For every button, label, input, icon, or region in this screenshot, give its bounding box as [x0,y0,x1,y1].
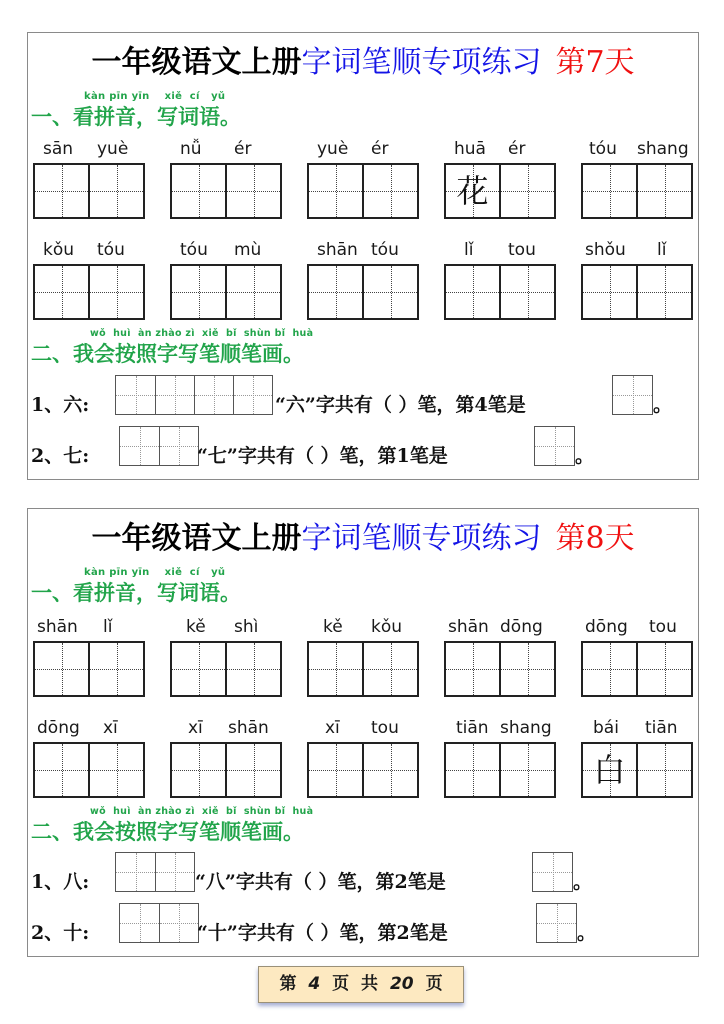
char-cell[interactable] [35,165,88,217]
pinyin-1: nǚ [180,139,202,159]
char-cell[interactable] [446,165,499,217]
char-cell[interactable] [35,643,88,695]
char-cell[interactable] [499,165,554,217]
section2-pinyin: wǒ huì àn zhào zì xiě bǐ shùn bǐ huà [90,806,314,817]
pinyin-1: shān [37,617,78,637]
pinyin-1: shān [448,617,489,637]
section1-heading: 一、看拼音，写词语。 [31,104,241,129]
title-grade: 一年级语文上册 [91,45,302,80]
char-cell[interactable] [362,744,417,796]
writing-grid[interactable] [581,742,693,798]
title-topic: 字词笔顺专项练习 [301,521,542,556]
char-cell[interactable] [583,744,636,796]
question-label: 1、六: [31,394,90,416]
pinyin-2: tóu [371,240,399,260]
pinyin-1: shān [317,240,358,260]
char-cell[interactable] [88,165,143,217]
stroke-cell[interactable] [537,904,576,942]
writing-grid[interactable] [444,163,556,219]
stroke-order-grid[interactable] [119,426,199,466]
worksheet-day-7 [27,32,699,480]
pinyin-1: huā [454,139,486,159]
char-cell[interactable] [35,744,88,796]
pinyin-2: xī [103,718,118,738]
pinyin-2: ér [371,139,389,159]
stroke-cell[interactable] [159,427,198,465]
stroke-cell[interactable] [159,904,198,942]
stroke-cell[interactable] [116,853,155,891]
page-indicator: 第 4 页 共 20 页 [258,966,464,1003]
char-cell[interactable] [88,744,143,796]
section2-pinyin: wǒ huì àn zhào zì xiě bǐ shùn bǐ huà [90,328,314,339]
stroke-question-2: 2、七: “七”字共有（ ）笔，第1笔是 。 [31,423,691,469]
pinyin-2: lǐ [103,617,113,637]
pinyin-2: shì [234,617,259,637]
worksheet-day-8 [27,508,699,957]
pinyin-1: dōng [37,718,80,738]
answer-stroke-box[interactable] [612,375,653,415]
char-cell[interactable] [636,165,691,217]
stroke-cell[interactable] [613,376,652,414]
writing-grid[interactable] [33,641,145,697]
stroke-cell[interactable] [155,853,194,891]
char-cell[interactable] [583,165,636,217]
char-cell[interactable] [225,744,280,796]
worksheet-title [28,519,698,559]
title-day: 第8天 [555,521,635,556]
pinyin-2: tou [371,718,399,738]
stroke-cell[interactable] [155,376,194,414]
char-cell[interactable] [499,266,554,318]
stroke-order-grid[interactable] [115,375,273,415]
char-cell[interactable] [636,744,691,796]
pinyin-2: tóu [97,240,125,260]
char-cell[interactable] [172,266,225,318]
pinyin-1: kě [186,617,206,637]
pinyin-2: ér [508,139,526,159]
writing-grid[interactable] [581,641,693,697]
stroke-question-1: 1、八: “八”字共有（ ）笔，第2笔是 。 [31,849,691,895]
writing-grid[interactable] [170,742,282,798]
question-text: “十”字共有（ ）笔，第2笔是 [197,922,448,944]
pinyin-2: shang [500,718,552,738]
char-cell[interactable] [309,165,362,217]
pinyin-2: yuè [97,139,129,159]
section1-pinyin: kàn pīn yīn xiě cí yǔ [84,91,226,102]
pinyin-2: shān [228,718,269,738]
char-cell[interactable] [499,643,554,695]
stroke-cell[interactable] [120,904,159,942]
writing-grid[interactable] [33,742,145,798]
question-label: 2、七: [31,445,90,467]
pinyin-1: lǐ [464,240,474,260]
pinyin-2: tiān [645,718,678,738]
char-cell[interactable] [309,643,362,695]
stroke-cell[interactable] [533,853,572,891]
char-cell[interactable] [636,266,691,318]
writing-grid[interactable] [444,641,556,697]
answer-stroke-box[interactable] [536,903,577,943]
char-cell[interactable] [583,266,636,318]
pinyin-1: xī [325,718,340,738]
char-cell[interactable] [35,266,88,318]
pinyin-1: dōng [585,617,628,637]
answer-stroke-box[interactable] [532,852,573,892]
stroke-cell[interactable] [120,427,159,465]
pinyin-2: kǒu [371,617,403,637]
char-cell[interactable] [88,266,143,318]
stroke-cell[interactable] [194,376,233,414]
question-text: “七”字共有（ ）笔，第1笔是 [197,445,448,467]
pinyin-2: tou [508,240,536,260]
writing-grid[interactable] [170,641,282,697]
char-cell[interactable] [172,643,225,695]
writing-grid[interactable] [307,742,419,798]
pinyin-2: shang [637,139,689,159]
pinyin-1: sān [43,139,74,159]
pinyin-2: mù [234,240,262,260]
question-text: “六”字共有（ ）笔，第4笔是 [275,394,526,416]
stroke-order-grid[interactable] [115,852,195,892]
question-label: 1、八: [31,871,90,893]
stroke-question-2: 2、十: “十”字共有（ ）笔，第2笔是 。 [31,900,691,946]
pinyin-2: ér [234,139,252,159]
char-cell[interactable] [88,643,143,695]
char-cell[interactable] [583,643,636,695]
sample-character: 花 [456,172,489,210]
question-label: 2、十: [31,922,90,944]
char-cell[interactable] [446,266,499,318]
worksheet-title [28,43,698,83]
title-day: 第7天 [555,45,635,80]
writing-grid[interactable] [444,264,556,320]
title-grade: 一年级语文上册 [91,521,302,556]
writing-grid[interactable] [307,264,419,320]
sample-character: 白 [593,751,626,789]
stroke-cell[interactable] [535,427,574,465]
section1-heading: 一、看拼音，写词语。 [31,580,241,605]
char-cell[interactable] [446,643,499,695]
section2-heading: 二、我会按照字写笔顺笔画。 [31,341,304,366]
char-cell[interactable] [309,744,362,796]
writing-grid[interactable] [33,163,145,219]
stroke-question-1: 1、六: “六”字共有（ ）笔，第4笔是 。 [31,372,691,418]
writing-grid[interactable] [170,163,282,219]
char-cell[interactable] [225,643,280,695]
pinyin-2: dōng [500,617,543,637]
pinyin-1: xī [188,718,203,738]
section1-pinyin: kàn pīn yīn xiě cí yǔ [84,567,226,578]
pinyin-1: bái [593,718,619,738]
pinyin-1: tóu [589,139,617,159]
stroke-cell[interactable] [116,376,155,414]
pinyin-1: yuè [317,139,349,159]
pinyin-2: tou [649,617,677,637]
char-cell[interactable] [362,165,417,217]
section2-heading: 二、我会按照字写笔顺笔画。 [31,819,304,844]
char-cell[interactable] [362,266,417,318]
question-text: “八”字共有（ ）笔，第2笔是 [195,871,446,893]
char-cell[interactable] [636,643,691,695]
pinyin-1: kǒu [43,240,75,260]
writing-grid[interactable] [307,163,419,219]
char-cell[interactable] [172,744,225,796]
char-cell[interactable] [172,165,225,217]
char-cell[interactable] [225,165,280,217]
char-cell[interactable] [499,744,554,796]
title-topic: 字词笔顺专项练习 [301,45,542,80]
stroke-cell[interactable] [233,376,272,414]
writing-grid[interactable] [581,264,693,320]
writing-grid[interactable] [581,163,693,219]
current-page: 4 [308,974,321,994]
char-cell[interactable] [446,744,499,796]
stroke-order-grid[interactable] [119,903,199,943]
char-cell[interactable] [225,266,280,318]
writing-grid[interactable] [33,264,145,320]
char-cell[interactable] [362,643,417,695]
answer-stroke-box[interactable] [534,426,575,466]
pinyin-1: tiān [456,718,489,738]
writing-grid[interactable] [307,641,419,697]
pinyin-1: shǒu [585,240,626,260]
pinyin-2: lǐ [657,240,667,260]
pinyin-1: tóu [180,240,208,260]
writing-grid[interactable] [170,264,282,320]
total-pages: 20 [389,974,414,994]
char-cell[interactable] [309,266,362,318]
pinyin-1: kě [323,617,343,637]
writing-grid[interactable] [444,742,556,798]
